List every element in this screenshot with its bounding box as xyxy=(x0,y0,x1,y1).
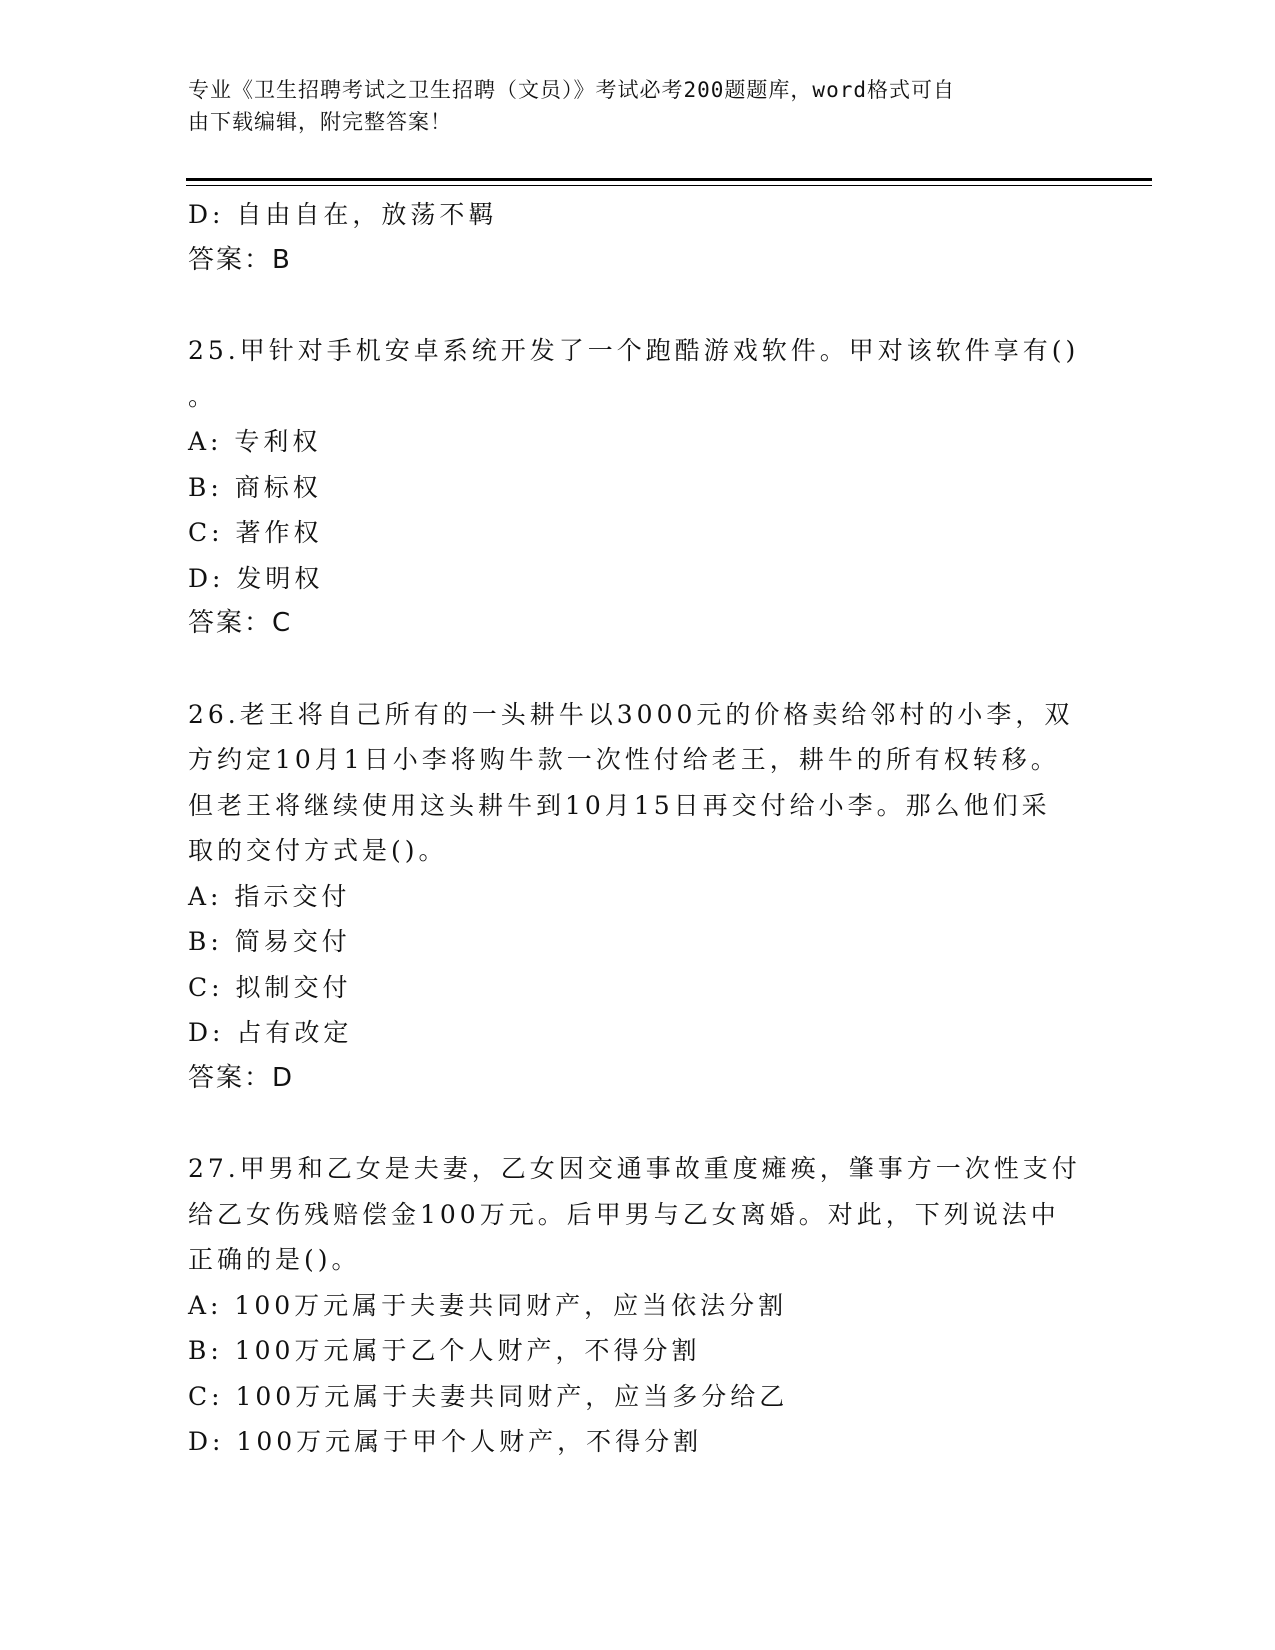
stem-line: 25.甲针对手机安卓系统开发了一个跑酷游戏软件。甲对该软件享有() xyxy=(188,336,1080,365)
answer-line: 答案：D xyxy=(188,1062,295,1093)
option-c: C: 著作权 xyxy=(188,518,323,547)
stem-line: 。 xyxy=(188,381,218,411)
option-list xyxy=(188,419,1088,601)
question-27 xyxy=(188,1146,1088,1465)
option-list xyxy=(188,1283,1088,1465)
question-stem xyxy=(188,692,1088,874)
option-b: B: 商标权 xyxy=(188,472,322,502)
stem-line: 正确的是()。 xyxy=(188,1245,361,1274)
option-c: C: 100万元属于夫妻共同财产，应当多分给乙 xyxy=(188,1381,789,1411)
answer-line: 答案：C xyxy=(188,608,293,638)
option-list xyxy=(188,874,1088,1056)
document-header xyxy=(188,74,1068,138)
carryover-block xyxy=(188,192,1088,283)
option-b: B: 100万元属于乙个人财产，不得分割 xyxy=(188,1336,701,1365)
option-a: A: 专利权 xyxy=(188,427,322,456)
header-line-2: 由下载编辑，附完整答案！ xyxy=(188,110,452,134)
stem-line: 方约定10月1日小李将购牛款一次性付给老王，耕牛的所有权转移。 xyxy=(188,745,1060,774)
stem-line: 但老王将继续使用这头耕牛到10月15日再交付给小李。那么他们采 xyxy=(188,790,1051,820)
answer-line: 答案：B xyxy=(188,244,292,275)
option-d: D: 占有改定 xyxy=(188,1018,353,1047)
question-list xyxy=(188,192,1088,1465)
option-a: A: 100万元属于夫妻共同财产，应当依法分割 xyxy=(188,1290,788,1320)
header-line-1: 专业《卫生招聘考试之卫生招聘（文员）》考试必考200题题库，word格式可自 xyxy=(188,78,955,102)
header-divider-thin xyxy=(186,185,1152,186)
stem-line: 取的交付方式是()。 xyxy=(188,836,448,865)
option-a: A: 指示交付 xyxy=(188,881,351,911)
option-d: D: 发明权 xyxy=(188,563,324,593)
question-26 xyxy=(188,692,1088,1102)
option-d: D: 100万元属于甲个人财产，不得分割 xyxy=(188,1427,703,1456)
option-b: B: 简易交付 xyxy=(188,927,351,956)
option-d: D: 自由自在，放荡不羁 xyxy=(188,200,498,229)
option-c: C: 拟制交付 xyxy=(188,972,352,1002)
header-divider-thick xyxy=(186,178,1152,181)
stem-line: 27.甲男和乙女是夫妻，乙女因交通事故重度瘫痪，肇事方一次性支付 xyxy=(188,1154,1081,1183)
question-25 xyxy=(188,328,1088,647)
question-stem xyxy=(188,328,1088,419)
stem-line: 给乙女伤残赔偿金100万元。后甲男与乙女离婚。对此，下列说法中 xyxy=(188,1199,1060,1229)
stem-line: 26.老王将自己所有的一头耕牛以3000元的价格卖给邻村的小李，双 xyxy=(188,699,1074,729)
question-stem xyxy=(188,1146,1088,1283)
